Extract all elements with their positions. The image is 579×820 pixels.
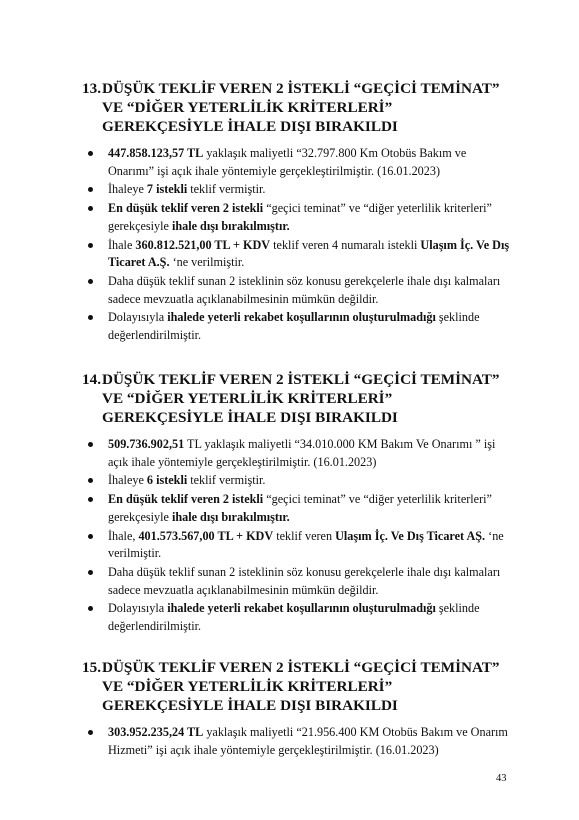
bullet-item <box>86 564 512 599</box>
bullet-item <box>86 724 512 759</box>
bullet-text: TL yaklaşık maliyetli “34.010.000 KM Bakım Ve Onarımı ” işi açık ihale yöntemiyle gerçekleştirilmiştir. (16.01.2023) <box>108 437 496 469</box>
bullet-icon <box>88 478 93 483</box>
bullet-item <box>86 491 512 526</box>
bullet-text: Dolayısıyla <box>108 310 168 325</box>
bullet-text-bold: 7 istekli <box>146 182 188 197</box>
bullet-text: şeklinde değerlendirilmiştir. <box>108 601 480 634</box>
bullet-item <box>86 237 512 272</box>
bullet-icon <box>88 442 93 447</box>
bullet-text-bold: 6 istekli <box>146 473 188 488</box>
bullet-text: Daha düşük teklif sunan 2 isteklinin söz konusu gerekçelerle ihale dışı kalmaları sadece mevzuatla açıklanabilmesinin mümkün değildir. <box>108 564 501 597</box>
bullet-text-bold: 509.736.902,51 <box>108 437 185 451</box>
section-13 <box>82 79 512 346</box>
bullet-text-bold: ihalede yeterli rekabet koşullarının oluşturulmadığı <box>167 310 436 325</box>
bullet-text: Dolayısıyla <box>108 601 168 616</box>
section-heading <box>82 658 512 715</box>
bullet-item <box>86 309 512 344</box>
bullet-list <box>82 145 512 345</box>
bullet-text-bold: 303.952.235,24 TL <box>108 725 204 739</box>
bullet-text: İhaleye <box>108 182 147 197</box>
bullet-item <box>86 472 512 490</box>
bullet-icon <box>88 534 93 539</box>
bullet-item <box>86 600 512 635</box>
section-15 <box>82 658 512 760</box>
bullet-text: şeklinde değerlendirilmiştir. <box>108 310 480 343</box>
bullet-icon <box>88 243 93 248</box>
section-14 <box>82 370 512 637</box>
bullet-icon <box>88 730 93 735</box>
bullet-text: Daha düşük teklif sunan 2 isteklinin söz konusu gerekçelerle ihale dışı kalmaları sadece mevzuatla açıklanabilmesinin mümkün değildir. <box>108 273 501 306</box>
bullet-text: İhale, <box>108 528 139 543</box>
bullet-list <box>82 436 512 636</box>
section-number: 13. <box>82 80 101 97</box>
bullet-item <box>86 200 512 235</box>
bullet-item <box>86 273 512 308</box>
bullet-text: “geçici teminat” ve “diğer yeterlilik kriterleri” gerekçesiyle <box>108 201 492 233</box>
bullet-text-bold: 401.573.567,00 TL + KDV <box>138 528 274 543</box>
bullet-item <box>86 181 512 199</box>
bullet-text: ‘ne verilmiştir. <box>169 255 245 270</box>
bullet-icon <box>88 279 93 284</box>
bullet-text: teklif vermiştir. <box>187 182 266 197</box>
bullet-item <box>86 528 512 563</box>
bullet-icon <box>88 497 93 502</box>
bullet-text: “geçici teminat” ve “diğer yeterlilik kriterleri” gerekçesiyle <box>108 492 492 524</box>
bullet-text-bold: ihale dışı bırakılmıştır. <box>171 218 290 233</box>
bullet-text-bold: 360.812.521,00 TL + KDV <box>135 237 271 252</box>
bullet-text: İhaleye <box>108 473 147 488</box>
bullet-text-bold: Ulaşım İç. Ve Dış Ticaret A.Ş. <box>108 237 510 270</box>
bullet-text: teklif veren 4 numaralı istekli <box>270 237 421 252</box>
bullet-text: teklif vermiştir. <box>187 473 266 488</box>
bullet-text: İhale <box>108 237 136 252</box>
bullet-item <box>86 436 512 471</box>
section-number: 15. <box>82 659 101 676</box>
section-number: 14. <box>82 371 101 388</box>
bullet-icon <box>88 315 93 320</box>
bullet-text: yaklaşık maliyetli “21.956.400 KM Otobüs Bakım ve Onarım Hizmeti” işi açık ihale yöntemiyle gerçekleştirilmiştir. (16.01.2023) <box>108 725 508 757</box>
bullet-icon <box>88 187 93 192</box>
bullet-icon <box>88 206 93 211</box>
section-title: DÜŞÜK TEKLİF VEREN 2 İSTEKLİ “GEÇİCİ TEMİNAT” VE “DİĞER YETERLİLİK KRİTERLERİ” GEREKÇESİYLE İHALE DIŞI BIRAKILDI <box>102 371 500 426</box>
section-title: DÜŞÜK TEKLİF VEREN 2 İSTEKLİ “GEÇİCİ TEMİNAT” VE “DİĞER YETERLİLİK KRİTERLERİ” GEREKÇESİYLE İHALE DIŞI BIRAKILDI <box>102 80 500 135</box>
bullet-text-bold: En düşük teklif veren 2 istekli <box>108 492 264 507</box>
bullet-text-bold: ihale dışı bırakılmıştır. <box>171 509 290 524</box>
bullet-item <box>86 145 512 180</box>
bullet-icon <box>88 606 93 611</box>
bullet-text-bold: En düşük teklif veren 2 istekli <box>108 201 264 216</box>
page-number: 43 <box>496 773 507 784</box>
bullet-text-bold: ihalede yeterli rekabet koşullarının oluşturulmadığı <box>167 601 436 616</box>
bullet-text-bold: 447.858.123,57 TL <box>108 146 204 160</box>
section-title: DÜŞÜK TEKLİF VEREN 2 İSTEKLİ “GEÇİCİ TEMİNAT” VE “DİĞER YETERLİLİK KRİTERLERİ” GEREKÇESİYLE İHALE DIŞI BIRAKILDI <box>102 659 500 714</box>
bullet-icon <box>88 570 93 575</box>
bullet-text: yaklaşık maliyetli “32.797.800 Km Otobüs Bakım ve Onarımı” işi açık ihale yöntemiyle gerçekleştirilmiştir. (16.01.2023) <box>108 146 467 178</box>
bullet-icon <box>88 151 93 156</box>
bullet-text-bold: Ulaşım İç. Ve Dış Ticaret AŞ. <box>335 528 486 543</box>
bullet-text: ‘ne verilmiştir. <box>108 528 504 561</box>
section-heading <box>82 79 512 136</box>
section-heading <box>82 370 512 427</box>
bullet-list <box>82 724 512 759</box>
bullet-text: teklif veren <box>273 528 336 543</box>
